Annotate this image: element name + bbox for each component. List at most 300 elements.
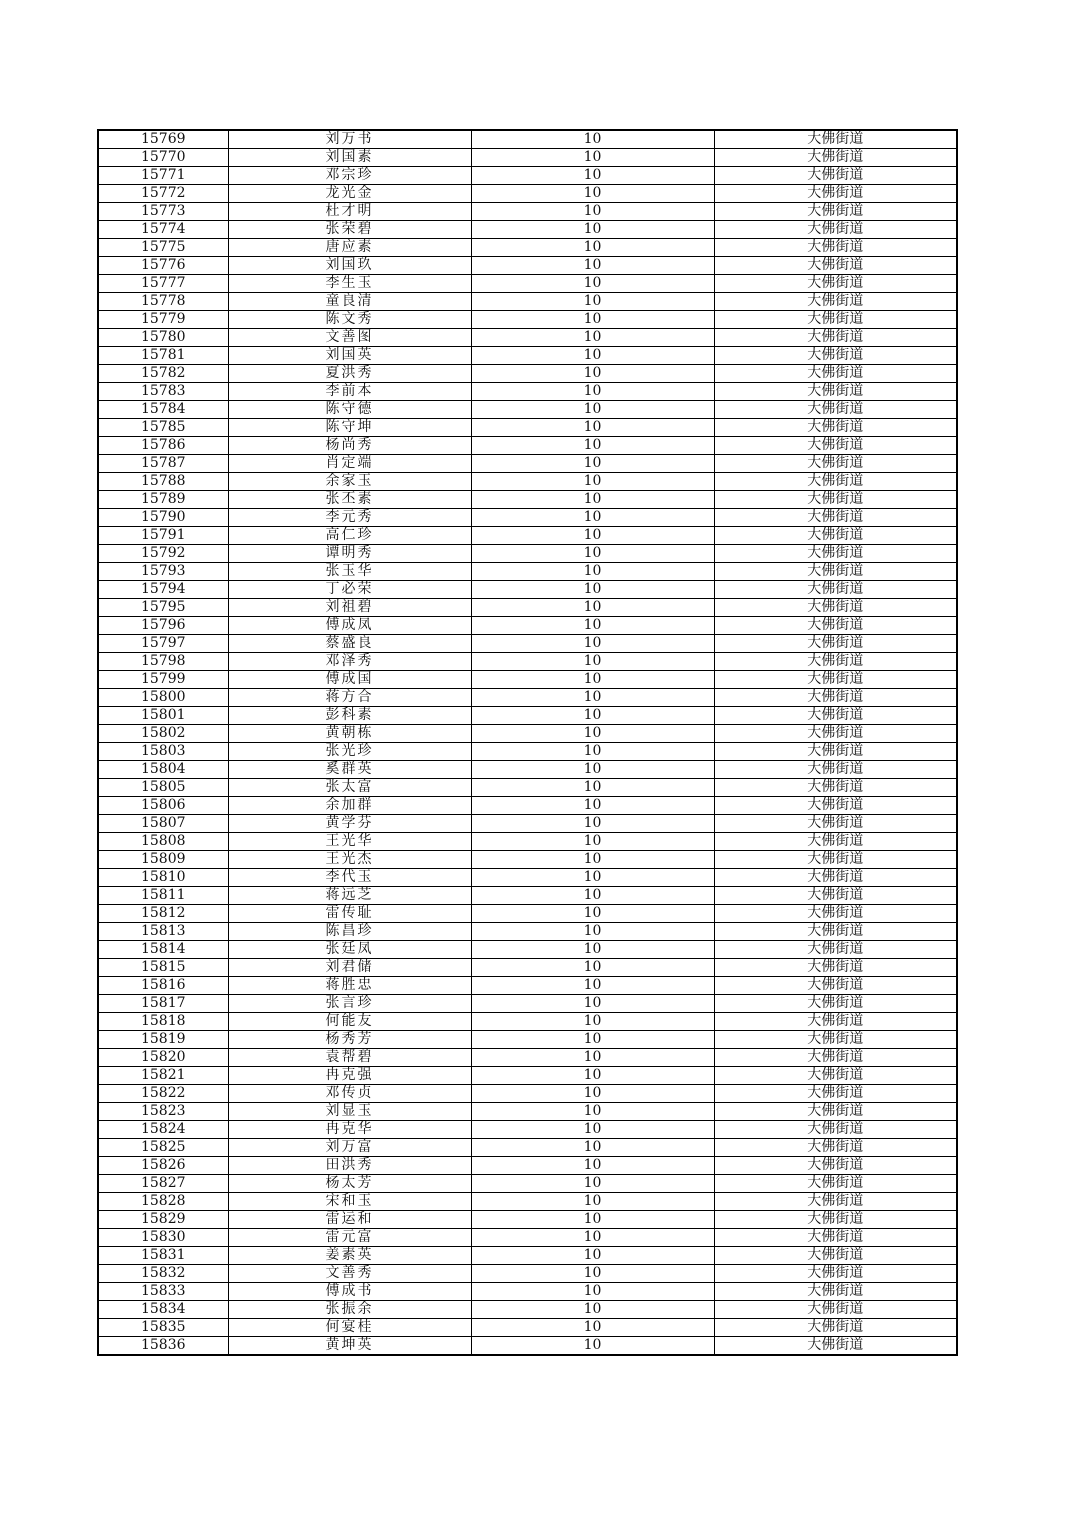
amount-cell: 10 — [471, 185, 714, 203]
row-number-cell: 15801 — [98, 707, 228, 725]
row-number-cell: 15810 — [98, 869, 228, 887]
name-cell: 雷元富 — [228, 1229, 471, 1247]
row-number-cell: 15797 — [98, 635, 228, 653]
row-number-cell: 15784 — [98, 401, 228, 419]
street-cell: 大佛街道 — [714, 977, 957, 995]
name-cell: 刘国素 — [228, 149, 471, 167]
amount-cell: 10 — [471, 437, 714, 455]
row-number-cell: 15790 — [98, 509, 228, 527]
name-cell: 杨太芳 — [228, 1175, 471, 1193]
row-number-cell: 15796 — [98, 617, 228, 635]
table-row — [98, 959, 957, 977]
table-row — [98, 761, 957, 779]
row-number-cell: 15778 — [98, 293, 228, 311]
name-cell: 彭科素 — [228, 707, 471, 725]
data-table — [97, 129, 958, 1356]
row-number-cell: 15800 — [98, 689, 228, 707]
row-number-cell: 15794 — [98, 581, 228, 599]
table-row — [98, 1211, 957, 1229]
amount-cell: 10 — [471, 1301, 714, 1319]
street-cell: 大佛街道 — [714, 401, 957, 419]
amount-cell: 10 — [471, 959, 714, 977]
row-number-cell: 15825 — [98, 1139, 228, 1157]
name-cell: 陈守坤 — [228, 419, 471, 437]
table-row — [98, 815, 957, 833]
table-row — [98, 455, 957, 473]
street-cell: 大佛街道 — [714, 869, 957, 887]
name-cell: 何宴桂 — [228, 1319, 471, 1337]
table-row — [98, 545, 957, 563]
street-cell: 大佛街道 — [714, 1175, 957, 1193]
name-cell: 唐应素 — [228, 239, 471, 257]
amount-cell: 10 — [471, 1193, 714, 1211]
name-cell: 李前本 — [228, 383, 471, 401]
amount-cell: 10 — [471, 347, 714, 365]
name-cell: 李代玉 — [228, 869, 471, 887]
amount-cell: 10 — [471, 239, 714, 257]
amount-cell: 10 — [471, 851, 714, 869]
amount-cell: 10 — [471, 599, 714, 617]
name-cell: 童良清 — [228, 293, 471, 311]
street-cell: 大佛街道 — [714, 473, 957, 491]
amount-cell: 10 — [471, 203, 714, 221]
street-cell: 大佛街道 — [714, 311, 957, 329]
table-row — [98, 239, 957, 257]
amount-cell: 10 — [471, 491, 714, 509]
row-number-cell: 15769 — [98, 130, 228, 149]
amount-cell: 10 — [471, 1247, 714, 1265]
table-row — [98, 437, 957, 455]
table-row — [98, 1031, 957, 1049]
table-row — [98, 329, 957, 347]
name-cell: 李元秀 — [228, 509, 471, 527]
amount-cell: 10 — [471, 1337, 714, 1356]
table-row — [98, 149, 957, 167]
row-number-cell: 15782 — [98, 365, 228, 383]
amount-cell: 10 — [471, 1157, 714, 1175]
street-cell: 大佛街道 — [714, 527, 957, 545]
table-row — [98, 1175, 957, 1193]
table-row — [98, 311, 957, 329]
street-cell: 大佛街道 — [714, 347, 957, 365]
row-number-cell: 15798 — [98, 653, 228, 671]
row-number-cell: 15823 — [98, 1103, 228, 1121]
amount-cell: 10 — [471, 1121, 714, 1139]
name-cell: 余家玉 — [228, 473, 471, 491]
row-number-cell: 15836 — [98, 1337, 228, 1356]
amount-cell: 10 — [471, 689, 714, 707]
table-row — [98, 1121, 957, 1139]
name-cell: 杨尚秀 — [228, 437, 471, 455]
row-number-cell: 15799 — [98, 671, 228, 689]
row-number-cell: 15819 — [98, 1031, 228, 1049]
table-row — [98, 1139, 957, 1157]
row-number-cell: 15789 — [98, 491, 228, 509]
amount-cell: 10 — [471, 383, 714, 401]
name-cell: 雷传耻 — [228, 905, 471, 923]
amount-cell: 10 — [471, 1031, 714, 1049]
name-cell: 冉克强 — [228, 1067, 471, 1085]
name-cell: 黄坤英 — [228, 1337, 471, 1356]
table-row — [98, 203, 957, 221]
name-cell: 傅成书 — [228, 1283, 471, 1301]
table-row — [98, 599, 957, 617]
name-cell: 杜才明 — [228, 203, 471, 221]
street-cell: 大佛街道 — [714, 1157, 957, 1175]
amount-cell: 10 — [471, 869, 714, 887]
street-cell: 大佛街道 — [714, 797, 957, 815]
amount-cell: 10 — [471, 653, 714, 671]
street-cell: 大佛街道 — [714, 995, 957, 1013]
name-cell: 宋和玉 — [228, 1193, 471, 1211]
name-cell: 奚群英 — [228, 761, 471, 779]
street-cell: 大佛街道 — [714, 671, 957, 689]
row-number-cell: 15777 — [98, 275, 228, 293]
row-number-cell: 15834 — [98, 1301, 228, 1319]
name-cell: 邓传贞 — [228, 1085, 471, 1103]
name-cell: 蒋胜忠 — [228, 977, 471, 995]
table-row — [98, 977, 957, 995]
table-row — [98, 1157, 957, 1175]
amount-cell: 10 — [471, 473, 714, 491]
table-row — [98, 491, 957, 509]
street-cell: 大佛街道 — [714, 743, 957, 761]
name-cell: 肖定端 — [228, 455, 471, 473]
table-row — [98, 905, 957, 923]
row-number-cell: 15809 — [98, 851, 228, 869]
street-cell: 大佛街道 — [714, 815, 957, 833]
row-number-cell: 15822 — [98, 1085, 228, 1103]
street-cell: 大佛街道 — [714, 1211, 957, 1229]
table-row — [98, 887, 957, 905]
row-number-cell: 15774 — [98, 221, 228, 239]
street-cell: 大佛街道 — [714, 203, 957, 221]
name-cell: 张荣碧 — [228, 221, 471, 239]
amount-cell: 10 — [471, 275, 714, 293]
name-cell: 冉克华 — [228, 1121, 471, 1139]
row-number-cell: 15829 — [98, 1211, 228, 1229]
name-cell: 谭明秀 — [228, 545, 471, 563]
name-cell: 傅成国 — [228, 671, 471, 689]
name-cell: 刘国英 — [228, 347, 471, 365]
name-cell: 张言珍 — [228, 995, 471, 1013]
street-cell: 大佛街道 — [714, 1031, 957, 1049]
name-cell: 王光杰 — [228, 851, 471, 869]
amount-cell: 10 — [471, 815, 714, 833]
street-cell: 大佛街道 — [714, 779, 957, 797]
street-cell: 大佛街道 — [714, 761, 957, 779]
street-cell: 大佛街道 — [714, 599, 957, 617]
name-cell: 姜素英 — [228, 1247, 471, 1265]
street-cell: 大佛街道 — [714, 167, 957, 185]
name-cell: 张丕素 — [228, 491, 471, 509]
name-cell: 陈文秀 — [228, 311, 471, 329]
table-row — [98, 1247, 957, 1265]
name-cell: 黄学芬 — [228, 815, 471, 833]
street-cell: 大佛街道 — [714, 617, 957, 635]
street-cell: 大佛街道 — [714, 581, 957, 599]
name-cell: 张光珍 — [228, 743, 471, 761]
table-row — [98, 1319, 957, 1337]
table-row — [98, 671, 957, 689]
street-cell: 大佛街道 — [714, 293, 957, 311]
street-cell: 大佛街道 — [714, 1247, 957, 1265]
row-number-cell: 15827 — [98, 1175, 228, 1193]
street-cell: 大佛街道 — [714, 383, 957, 401]
street-cell: 大佛街道 — [714, 275, 957, 293]
table-row — [98, 1193, 957, 1211]
amount-cell: 10 — [471, 293, 714, 311]
name-cell: 刘万富 — [228, 1139, 471, 1157]
table-row — [98, 401, 957, 419]
amount-cell: 10 — [471, 563, 714, 581]
amount-cell: 10 — [471, 905, 714, 923]
name-cell: 文善秀 — [228, 1265, 471, 1283]
row-number-cell: 15821 — [98, 1067, 228, 1085]
amount-cell: 10 — [471, 1175, 714, 1193]
amount-cell: 10 — [471, 221, 714, 239]
name-cell: 雷运和 — [228, 1211, 471, 1229]
row-number-cell: 15788 — [98, 473, 228, 491]
table-row — [98, 941, 957, 959]
street-cell: 大佛街道 — [714, 1139, 957, 1157]
name-cell: 夏洪秀 — [228, 365, 471, 383]
street-cell: 大佛街道 — [714, 851, 957, 869]
amount-cell: 10 — [471, 1211, 714, 1229]
street-cell: 大佛街道 — [714, 563, 957, 581]
table-row — [98, 527, 957, 545]
street-cell: 大佛街道 — [714, 509, 957, 527]
street-cell: 大佛街道 — [714, 1085, 957, 1103]
street-cell: 大佛街道 — [714, 1193, 957, 1211]
name-cell: 高仁珍 — [228, 527, 471, 545]
table-row — [98, 1103, 957, 1121]
amount-cell: 10 — [471, 1319, 714, 1337]
street-cell: 大佛街道 — [714, 455, 957, 473]
street-cell: 大佛街道 — [714, 1067, 957, 1085]
row-number-cell: 15806 — [98, 797, 228, 815]
name-cell: 田洪秀 — [228, 1157, 471, 1175]
amount-cell: 10 — [471, 1283, 714, 1301]
street-cell: 大佛街道 — [714, 257, 957, 275]
table-row — [98, 743, 957, 761]
amount-cell: 10 — [471, 995, 714, 1013]
amount-cell: 10 — [471, 581, 714, 599]
row-number-cell: 15804 — [98, 761, 228, 779]
table-row — [98, 1265, 957, 1283]
amount-cell: 10 — [471, 761, 714, 779]
row-number-cell: 15826 — [98, 1157, 228, 1175]
table-row — [98, 779, 957, 797]
row-number-cell: 15828 — [98, 1193, 228, 1211]
table-row — [98, 1229, 957, 1247]
name-cell: 刘君储 — [228, 959, 471, 977]
street-cell: 大佛街道 — [714, 1121, 957, 1139]
street-cell: 大佛街道 — [714, 1103, 957, 1121]
street-cell: 大佛街道 — [714, 689, 957, 707]
amount-cell: 10 — [471, 635, 714, 653]
name-cell: 傅成凤 — [228, 617, 471, 635]
row-number-cell: 15793 — [98, 563, 228, 581]
amount-cell: 10 — [471, 509, 714, 527]
street-cell: 大佛街道 — [714, 545, 957, 563]
table-row — [98, 185, 957, 203]
row-number-cell: 15835 — [98, 1319, 228, 1337]
row-number-cell: 15775 — [98, 239, 228, 257]
street-cell: 大佛街道 — [714, 1265, 957, 1283]
amount-cell: 10 — [471, 833, 714, 851]
street-cell: 大佛街道 — [714, 653, 957, 671]
table-row — [98, 617, 957, 635]
row-number-cell: 15832 — [98, 1265, 228, 1283]
table-row — [98, 1049, 957, 1067]
row-number-cell: 15805 — [98, 779, 228, 797]
row-number-cell: 15818 — [98, 1013, 228, 1031]
table-row — [98, 653, 957, 671]
amount-cell: 10 — [471, 743, 714, 761]
street-cell: 大佛街道 — [714, 725, 957, 743]
name-cell: 邓泽秀 — [228, 653, 471, 671]
table-row — [98, 257, 957, 275]
name-cell: 刘万书 — [228, 130, 471, 149]
amount-cell: 10 — [471, 1265, 714, 1283]
row-number-cell: 15816 — [98, 977, 228, 995]
amount-cell: 10 — [471, 1013, 714, 1031]
row-number-cell: 15807 — [98, 815, 228, 833]
amount-cell: 10 — [471, 130, 714, 149]
table-row — [98, 797, 957, 815]
amount-cell: 10 — [471, 257, 714, 275]
table-row — [98, 365, 957, 383]
amount-cell: 10 — [471, 779, 714, 797]
amount-cell: 10 — [471, 707, 714, 725]
amount-cell: 10 — [471, 1103, 714, 1121]
name-cell: 李生玉 — [228, 275, 471, 293]
name-cell: 张振余 — [228, 1301, 471, 1319]
row-number-cell: 15814 — [98, 941, 228, 959]
name-cell: 刘祖碧 — [228, 599, 471, 617]
table-row — [98, 221, 957, 239]
street-cell: 大佛街道 — [714, 365, 957, 383]
row-number-cell: 15779 — [98, 311, 228, 329]
row-number-cell: 15802 — [98, 725, 228, 743]
name-cell: 杨秀芳 — [228, 1031, 471, 1049]
amount-cell: 10 — [471, 149, 714, 167]
amount-cell: 10 — [471, 887, 714, 905]
row-number-cell: 15787 — [98, 455, 228, 473]
street-cell: 大佛街道 — [714, 1337, 957, 1356]
amount-cell: 10 — [471, 545, 714, 563]
row-number-cell: 15795 — [98, 599, 228, 617]
amount-cell: 10 — [471, 1229, 714, 1247]
table-row — [98, 635, 957, 653]
street-cell: 大佛街道 — [714, 329, 957, 347]
table-row — [98, 923, 957, 941]
street-cell: 大佛街道 — [714, 419, 957, 437]
name-cell: 龙光金 — [228, 185, 471, 203]
amount-cell: 10 — [471, 419, 714, 437]
name-cell: 袁帮碧 — [228, 1049, 471, 1067]
amount-cell: 10 — [471, 671, 714, 689]
row-number-cell: 15817 — [98, 995, 228, 1013]
amount-cell: 10 — [471, 797, 714, 815]
table-row — [98, 1301, 957, 1319]
row-number-cell: 15812 — [98, 905, 228, 923]
table-row — [98, 1067, 957, 1085]
street-cell: 大佛街道 — [714, 130, 957, 149]
amount-cell: 10 — [471, 1139, 714, 1157]
name-cell: 陈昌珍 — [228, 923, 471, 941]
amount-cell: 10 — [471, 1049, 714, 1067]
name-cell: 张廷凤 — [228, 941, 471, 959]
table-row — [98, 419, 957, 437]
name-cell: 蒋远芝 — [228, 887, 471, 905]
street-cell: 大佛街道 — [714, 221, 957, 239]
street-cell: 大佛街道 — [714, 1319, 957, 1337]
name-cell: 刘国玖 — [228, 257, 471, 275]
name-cell: 丁必荣 — [228, 581, 471, 599]
row-number-cell: 15833 — [98, 1283, 228, 1301]
row-number-cell: 15786 — [98, 437, 228, 455]
row-number-cell: 15776 — [98, 257, 228, 275]
table-body — [98, 130, 957, 1355]
amount-cell: 10 — [471, 311, 714, 329]
row-number-cell: 15792 — [98, 545, 228, 563]
street-cell: 大佛街道 — [714, 491, 957, 509]
row-number-cell: 15773 — [98, 203, 228, 221]
name-cell: 邓宗珍 — [228, 167, 471, 185]
row-number-cell: 15811 — [98, 887, 228, 905]
street-cell: 大佛街道 — [714, 1229, 957, 1247]
name-cell: 陈守德 — [228, 401, 471, 419]
table-row — [98, 473, 957, 491]
amount-cell: 10 — [471, 455, 714, 473]
street-cell: 大佛街道 — [714, 923, 957, 941]
table-row — [98, 869, 957, 887]
row-number-cell: 15803 — [98, 743, 228, 761]
amount-cell: 10 — [471, 725, 714, 743]
amount-cell: 10 — [471, 617, 714, 635]
row-number-cell: 15791 — [98, 527, 228, 545]
amount-cell: 10 — [471, 527, 714, 545]
row-number-cell: 15830 — [98, 1229, 228, 1247]
table-row — [98, 347, 957, 365]
street-cell: 大佛街道 — [714, 887, 957, 905]
street-cell: 大佛街道 — [714, 149, 957, 167]
name-cell: 余加群 — [228, 797, 471, 815]
amount-cell: 10 — [471, 1067, 714, 1085]
table-row — [98, 1283, 957, 1301]
table-row — [98, 725, 957, 743]
name-cell: 文善图 — [228, 329, 471, 347]
street-cell: 大佛街道 — [714, 1049, 957, 1067]
row-number-cell: 15771 — [98, 167, 228, 185]
street-cell: 大佛街道 — [714, 833, 957, 851]
amount-cell: 10 — [471, 1085, 714, 1103]
amount-cell: 10 — [471, 977, 714, 995]
row-number-cell: 15785 — [98, 419, 228, 437]
amount-cell: 10 — [471, 941, 714, 959]
table-row — [98, 383, 957, 401]
table-row — [98, 293, 957, 311]
table-row — [98, 130, 957, 149]
name-cell: 张玉华 — [228, 563, 471, 581]
name-cell: 何能友 — [228, 1013, 471, 1031]
amount-cell: 10 — [471, 329, 714, 347]
street-cell: 大佛街道 — [714, 185, 957, 203]
row-number-cell: 15813 — [98, 923, 228, 941]
street-cell: 大佛街道 — [714, 635, 957, 653]
